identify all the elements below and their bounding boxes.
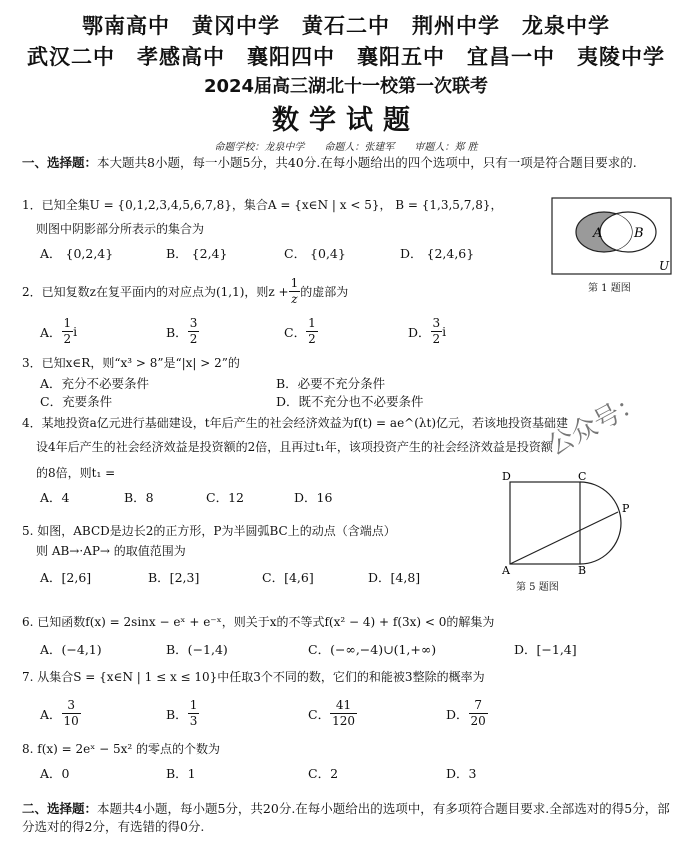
semicircle-bc [580, 482, 621, 564]
page-title: 数学试题 [272, 105, 420, 136]
q4-line-2: 设4年后产生的社会经济效益是投资额的2倍，且再过t₁年，该项投资产生的社会经济效益是投资额 [36, 440, 553, 454]
q6-option-d: D．[−1,4] [514, 642, 577, 657]
q3-option-b: B．必要不充分条件 [276, 376, 386, 391]
q8-option-a: A．0 [40, 766, 70, 781]
q5-option-a: A．[2,6] [40, 570, 92, 585]
schools-line-2: 武汉二中 孝感高中 襄阳四中 襄阳五中 宜昌一中 夷陵中学 [27, 45, 665, 69]
q5-line-1: 5. 如图，ABCD是边长2的正方形，P为半圆弧BC上的动点（含端点） [22, 524, 396, 538]
q4-option-d: D．16 [294, 490, 333, 505]
q2-stem [22, 276, 348, 307]
q7-option-c: C． $\frac{41}{120}$ [308, 698, 355, 728]
q2-stem-b: 的虚部为 [300, 285, 349, 299]
q6-option-b: B．(−1,4) [166, 642, 228, 657]
q3-option-d: D．既不充分也不必要条件 [276, 394, 424, 409]
author-meta: 命题学校：龙泉中学 命题人：张建军 审题人：郑 胜 [214, 142, 478, 153]
section-2-intro [22, 800, 670, 836]
label-d: D [502, 470, 511, 483]
watermark: 公众号： [542, 386, 649, 462]
q5-line-2: 则 AB→·AP→ 的取值范围为 [36, 544, 186, 558]
q7-stem: 7. 从集合S = {x∈N | 1 ≤ x ≤ 10}中任取3个不同的数，它们的和能被3整除的概率为 [22, 670, 485, 684]
q2-option-b: B． $\frac{3}{2}$ [166, 316, 198, 346]
schools-line-1: 鄂南高中 黄冈中学 黄石二中 荆州中学 龙泉中学 [82, 14, 610, 38]
q3-option-a: A．充分不必要条件 [40, 376, 150, 391]
q2-option-c: C． $\frac{1}{2}$ [284, 316, 316, 346]
q6-stem: 6. 已知函数f(x) = 2sinx − eˣ + e⁻ˣ，则关于x的不等式f(x² − 4) + f(3x) < 0的解集为 [22, 615, 495, 629]
q4-option-a: A．4 [40, 490, 70, 505]
q2-option-a: A． $\frac{1}{2}$ i [40, 316, 78, 346]
label-b: B [578, 564, 587, 577]
section-2-instructions: 本题共4小题，每小题5分，共20分.在每小题给出的选项中，有多项符合题目要求.全部选对的得5分，部分选对的得2分，有选错的得0分. [22, 801, 670, 834]
q2-stem-a: 2．已知复数z在复平面内的对应点为(1,1)，则z + [22, 285, 289, 299]
q8-option-c: C．2 [308, 766, 339, 781]
q6-option-a: A．(−4,1) [40, 642, 102, 657]
q1-option-d: D． {2,4,6} [400, 246, 475, 261]
section-1-intro [22, 154, 670, 172]
q7-option-a: A． $\frac{3}{10}$ [40, 698, 79, 728]
section-1-heading: 一、选择题： [22, 155, 98, 170]
section-1-instructions: 本大题共8小题，每一小题5分，共40分.在每小题给出的四个选项中，只有一项是符合题目要求的. [97, 155, 637, 170]
exam-name: 2024届高三湖北十一校第一次联考 [203, 76, 489, 97]
q8-option-d: D．3 [446, 766, 477, 781]
q6-option-c: C．(−∞,−4)∪(1,+∞) [308, 642, 437, 657]
q8-option-b: B．1 [166, 766, 196, 781]
q1-stem-2: 则图中阴影部分所表示的集合为 [36, 222, 205, 236]
square-abcd [510, 482, 580, 564]
q5-option-b: B．[2,3] [148, 570, 200, 585]
q4-option-c: C．12 [206, 490, 244, 505]
venn-label-a: A [593, 226, 603, 241]
label-c: C [578, 470, 587, 483]
q5-figure [498, 468, 648, 578]
q7-option-d: D． $\frac{7}{20}$ [446, 698, 486, 728]
q2-option-d: D． $\frac{3}{2}$ i [408, 316, 447, 346]
q8-stem: 8. f(x) = 2eˣ − 5x² 的零点的个数为 [22, 742, 221, 756]
q2-fraction: $\frac{1}{z}$ [290, 276, 299, 306]
q1-venn-diagram [551, 190, 673, 276]
venn-label-b: B [634, 226, 644, 241]
q4-line-3: 的8倍，则t₁ = [36, 466, 116, 480]
venn-label-u: U [659, 259, 670, 273]
section-2-heading: 二、选择题： [22, 801, 98, 816]
label-p: P [622, 502, 630, 515]
q5-option-d: D．[4,8] [368, 570, 421, 585]
q4-option-b: B．8 [124, 490, 154, 505]
q5-option-c: C．[4,6] [262, 570, 314, 585]
q1-stem: 1．已知全集U = {0,1,2,3,4,5,6,7,8}，集合A = {x∈N | x < 5}， B = {1,3,5,7,8}， [22, 198, 503, 212]
q1-caption: 第 1 题图 [588, 283, 631, 294]
q1-option-c: C． {0,4} [284, 246, 346, 261]
label-a: A [502, 564, 510, 577]
q3-stem: 3．已知x∈R，则“x³ > 8”是“|x| > 2”的 [22, 356, 240, 370]
q1-option-b: B． {2,4} [166, 246, 228, 261]
q7-option-b: B． $\frac{1}{3}$ [166, 698, 198, 728]
q3-option-c: C．充要条件 [40, 394, 113, 409]
q5-caption: 第 5 题图 [516, 582, 559, 593]
segment-ap [510, 512, 618, 564]
q4-line-1: 4．某地投资a亿元进行基础建设，t年后产生的社会经济效益为f(t) = ae^(λt)亿元，若该地投资基础建 [22, 416, 569, 430]
q1-option-a: A． {0,2,4} [40, 246, 114, 261]
